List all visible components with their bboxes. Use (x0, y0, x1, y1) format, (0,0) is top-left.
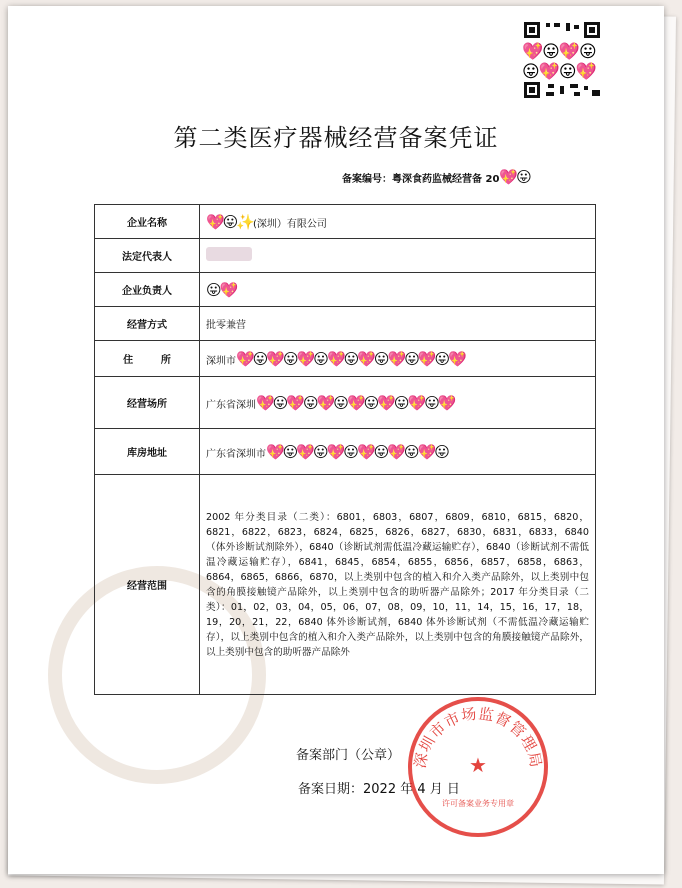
table-row (95, 429, 596, 475)
qr-code (522, 20, 602, 100)
qr-mask-row: 💖😛💖😛 (522, 42, 596, 62)
row-label: 经营场所 (95, 377, 200, 429)
official-seal (403, 692, 553, 842)
page-title: 第二类医疗器械经营备案凭证 (173, 124, 499, 152)
row-value (200, 205, 596, 239)
certificate-page (8, 6, 664, 874)
table-row (95, 341, 596, 377)
svg-text:★: ★ (469, 753, 487, 777)
address-prefix: 广东省深圳 (206, 399, 256, 411)
seal-text: 深圳市市场监督管理局 (410, 704, 546, 770)
redaction-mask: 💖😛 (499, 168, 530, 186)
row-label: 法定代表人 (95, 239, 200, 273)
row-value (200, 377, 596, 429)
table-row (95, 239, 596, 273)
table-row (95, 475, 596, 695)
filing-department: 备案部门（公章） (296, 748, 401, 763)
row-value: 批零兼营 (200, 307, 596, 341)
seal-subtext: 许可备案业务专用章 (442, 799, 514, 808)
row-label: 经营范围 (95, 475, 200, 695)
row-label: 住 所 (95, 341, 200, 377)
redaction-mask: 💖😛💖😛💖😛💖😛💖😛💖😛 (266, 442, 448, 461)
row-value (200, 239, 596, 273)
row-label: 库房地址 (95, 429, 200, 475)
table-row (95, 205, 596, 239)
row-value (200, 341, 596, 377)
company-name-suffix: (深圳）有限公司 (253, 218, 327, 230)
row-label: 企业负责人 (95, 273, 200, 307)
business-scope-text: 2002 年分类目录（二类）：6801，6803，6807，6809，6810，6815，6820，6821，6822，6823，6824，6825，6826，6827，6830，6831，6833，6840（体外诊断试剂除外），6840（诊断试剂需低温冷藏运输贮存），6840（诊断试剂不需低温冷藏运输贮存），6841，6845，6854，6855，6856，6857，6858，6863，6864，6865，6866，6870，以上类别中包含的植入和介入类产品除外，以上类别中包含的角膜接触镜产品除外，以上类别中包含的助听器产品除外；2017 年分类目录（二类）：01，02，03，04，05，06，07，08，09，10，11，14，15，16，17，18，19，20，21，22，6840 体外诊断试剂，6840 体外诊断试剂（不需低温冷藏运输贮存），以上类别中包含的植入和介入类产品除外，以上类别中包含的角膜接触镜产品除外，以上类别中包含的助听器产品除外 (206, 511, 589, 658)
registration-number-value: 粤深食药监械经营备 20 (392, 174, 500, 185)
filing-date: 备案日期：2022 年 4 月 日 (298, 782, 460, 797)
table-row (95, 273, 596, 307)
table-row (95, 377, 596, 429)
row-value (200, 273, 596, 307)
redaction-mask: 💖😛✨ (206, 212, 253, 231)
row-value (200, 475, 596, 695)
address-prefix: 广东省深圳市 (206, 448, 266, 460)
redaction-mask: 😛💖 (206, 280, 237, 299)
row-value (200, 429, 596, 475)
address-prefix: 深圳市 (206, 355, 236, 367)
registration-number-label: 备案编号： (342, 174, 392, 185)
redaction-mask: 💖😛💖😛💖😛💖😛💖😛💖😛💖 (256, 393, 455, 412)
registration-number (342, 169, 530, 185)
redaction-mask: 💖😛💖😛💖😛💖😛💖😛💖😛💖😛💖 (236, 349, 465, 368)
qr-mask-row: 😛💖😛💖 (522, 62, 596, 82)
row-label: 经营方式 (95, 307, 200, 341)
table-row (95, 307, 596, 341)
row-label: 企业名称 (95, 205, 200, 239)
certificate-table (94, 204, 596, 695)
redaction-blur (206, 247, 252, 261)
